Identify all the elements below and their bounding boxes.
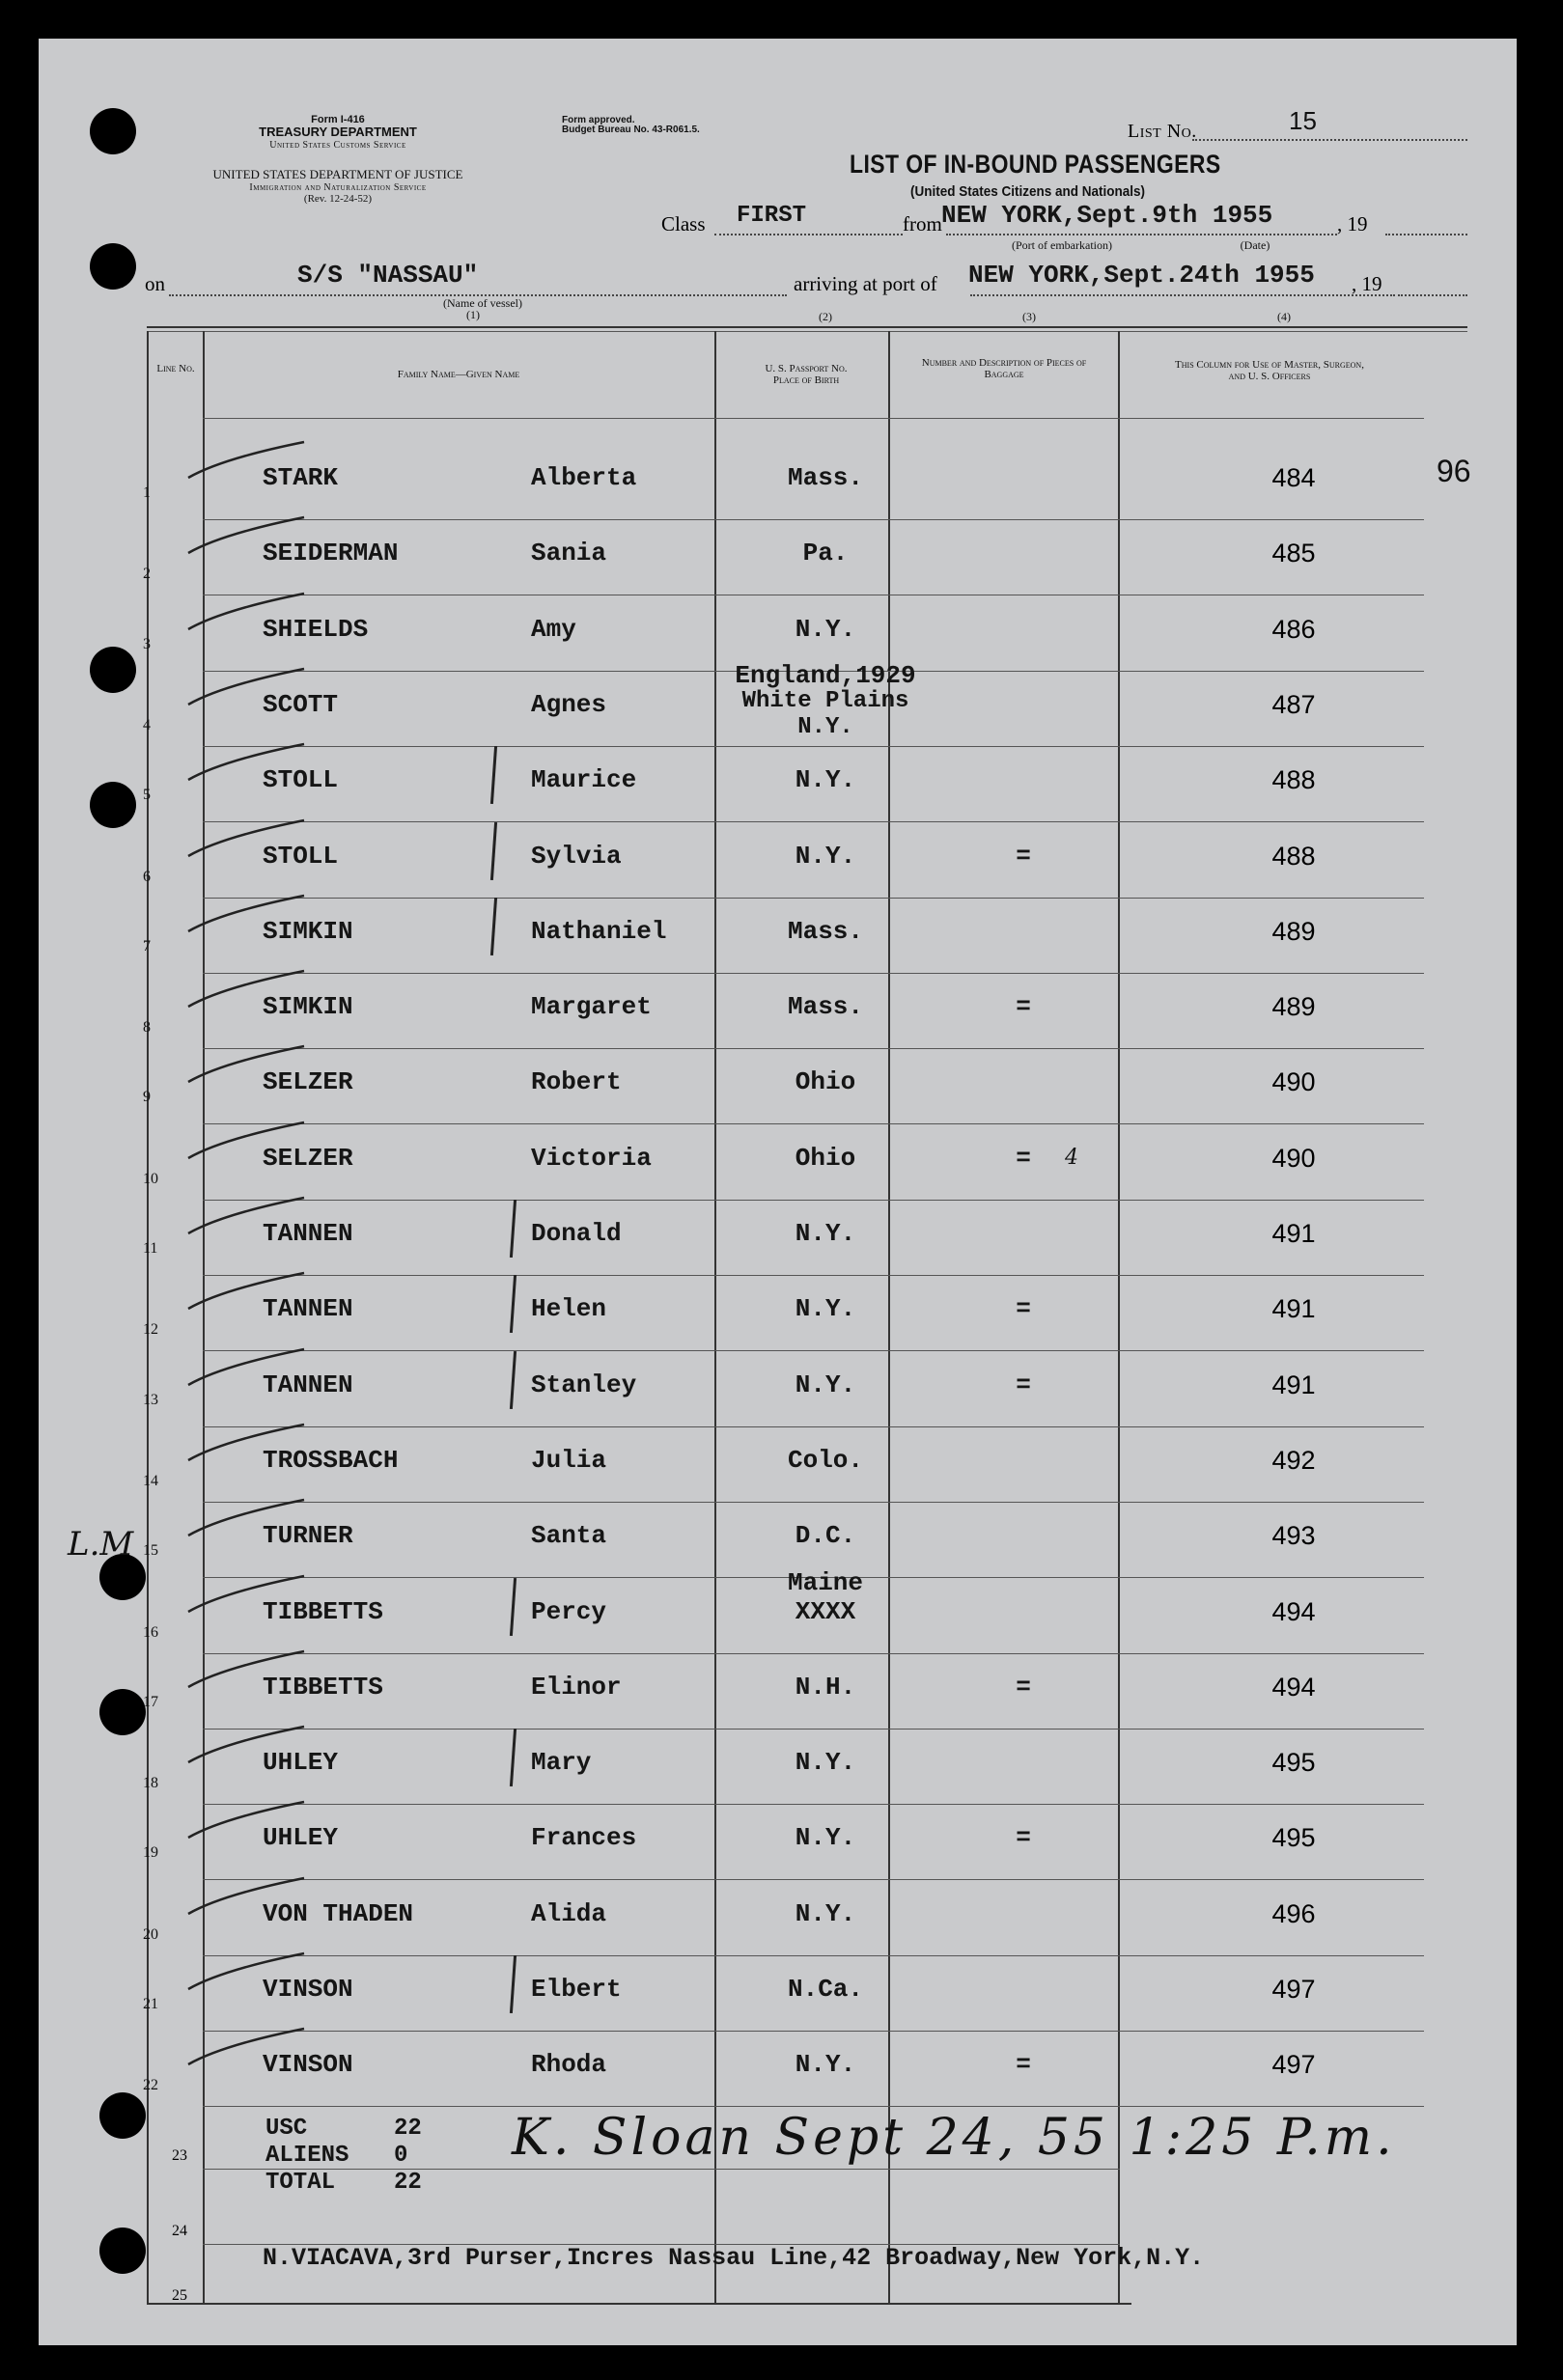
total-value: 22 (394, 2170, 422, 2196)
baggage: = (1016, 1143, 1031, 1173)
place-of-birth: N.Y. (795, 1823, 856, 1853)
punch-hole (90, 108, 136, 154)
family-name: TIBBETTS (263, 1672, 383, 1702)
place-of-birth: N.Y. (795, 1748, 856, 1778)
officer-number: 495 (1271, 1823, 1316, 1853)
line-number: 16 (143, 1623, 158, 1641)
officer-number: 487 (1271, 689, 1316, 719)
check-mark-icon (183, 1417, 309, 1465)
line-number: 10 (143, 1170, 158, 1187)
family-name: TANNEN (263, 1219, 353, 1248)
margin-initials: L.M (68, 1525, 134, 1564)
given-name: Elinor (531, 1672, 622, 1702)
given-name: Robert (531, 1067, 622, 1097)
line-number: 9 (143, 1089, 151, 1106)
check-mark-icon (183, 813, 309, 861)
officer-number: 491 (1271, 1294, 1316, 1324)
check-mark-icon (183, 736, 309, 785)
family-name: VINSON (263, 2050, 353, 2080)
family-name: SELZER (263, 1143, 353, 1173)
place-of-birth: N.Y. (795, 1370, 856, 1399)
vessel-caption: (Name of vessel) (443, 296, 522, 310)
officer-number: 494 (1271, 1672, 1316, 1702)
place-of-birth: XXXX (795, 1596, 856, 1626)
given-name: Helen (531, 1294, 607, 1324)
given-name: Frances (531, 1823, 637, 1853)
given-name: Nathaniel (531, 916, 667, 946)
place-of-birth: N.Ca. (787, 1975, 863, 2004)
line-number-25: 25 (172, 2287, 187, 2304)
justice-dept: UNITED STATES DEPARTMENT OF JUSTICE (212, 167, 463, 181)
place-of-birth: N.Y. (795, 1219, 856, 1248)
officer-number: 490 (1271, 1067, 1316, 1097)
given-name: Santa (531, 1521, 607, 1551)
usc-value: 22 (394, 2116, 422, 2142)
line-number: 19 (143, 1844, 158, 1862)
given-name: Victoria (531, 1143, 652, 1173)
line-number: 15 (143, 1542, 158, 1560)
check-mark-icon (183, 1115, 309, 1163)
aliens-label: ALIENS (265, 2143, 349, 2169)
treasury-dept: TREASURY DEPARTMENT (259, 125, 417, 139)
line-number-24: 24 (172, 2223, 187, 2239)
from-value: NEW YORK,Sept.9th 1955 (941, 201, 1273, 230)
check-mark-icon (183, 1038, 309, 1087)
baggage: = (1016, 1370, 1031, 1399)
officer-number: 488 (1271, 765, 1316, 795)
officer-number: 497 (1271, 2050, 1316, 2080)
family-name: TANNEN (263, 1370, 353, 1399)
inspector-signature: K. Sloan Sept 24, 55 1:25 P.m. (512, 2109, 1396, 2167)
list-no-label: List No. (1128, 121, 1197, 142)
given-name: Rhoda (531, 2050, 607, 2080)
line-number: 3 (143, 635, 151, 652)
officer-number: 485 (1271, 539, 1316, 568)
punch-hole (99, 2228, 146, 2274)
line-number: 21 (143, 1996, 158, 2012)
given-name: Elbert (531, 1975, 622, 2004)
place-of-birth-note: England,1929 (735, 660, 916, 690)
place-of-birth: N.Y. (795, 614, 856, 644)
family-name: TROSSBACH (263, 1445, 399, 1475)
total-label: TOTAL (265, 2170, 336, 2196)
check-mark-icon (183, 1794, 309, 1842)
family-name: SIMKIN (263, 992, 353, 1022)
family-name: STOLL (263, 765, 339, 795)
line-number: 6 (143, 868, 151, 885)
class-value: FIRST (737, 203, 807, 229)
on-label: on (145, 272, 165, 295)
officer-number: 490 (1271, 1143, 1316, 1173)
date-caption: (Date) (1240, 238, 1270, 252)
place-of-birth-note: Maine (787, 1567, 863, 1597)
family-name: SELZER (263, 1067, 353, 1097)
line-number: 2 (143, 566, 151, 583)
check-mark-icon (183, 434, 309, 483)
given-name: Stanley (531, 1370, 637, 1399)
customs-service: United States Customs Service (269, 140, 406, 151)
check-mark-icon (183, 510, 309, 558)
officer-number: 491 (1271, 1370, 1316, 1399)
given-name: Sania (531, 539, 607, 568)
officer-number: 497 (1271, 1975, 1316, 2004)
place-of-birth: N.Y. (795, 841, 856, 871)
given-name: Alberta (531, 463, 637, 492)
place-of-birth: Colo. (787, 1445, 863, 1475)
family-name: TURNER (263, 1521, 353, 1551)
check-mark-icon (183, 1644, 309, 1692)
place-of-birth: N.H. (795, 1672, 856, 1702)
given-name: Mary (531, 1748, 592, 1778)
col-head-passport: U. S. Passport No. Place of Birth (765, 363, 848, 386)
family-name: UHLEY (263, 1823, 339, 1853)
line-number: 7 (143, 937, 151, 955)
col-num-1: (1) (466, 308, 480, 321)
page-stamp-number: 96 (1437, 454, 1471, 488)
check-mark-icon (183, 1568, 309, 1617)
baggage: = (1016, 841, 1031, 871)
given-name: Julia (531, 1445, 607, 1475)
given-name: Donald (531, 1219, 622, 1248)
officer-number: 486 (1271, 614, 1316, 644)
aliens-value: 0 (394, 2143, 408, 2169)
family-name: STOLL (263, 841, 339, 871)
vessel-name: S/S "NASSAU" (297, 261, 479, 290)
officer-number: 488 (1271, 841, 1316, 871)
baggage: = (1016, 1672, 1031, 1702)
place-of-birth: N.Y. (795, 1898, 856, 1928)
arriving-label: arriving at port of (794, 272, 937, 295)
given-name: Alida (531, 1898, 607, 1928)
check-mark-icon (183, 1342, 309, 1390)
officer-number: 492 (1271, 1445, 1316, 1475)
check-mark-icon (183, 2021, 309, 2069)
officer-number: 493 (1271, 1521, 1316, 1551)
year-suffix-2: , 19 (1352, 272, 1382, 295)
officer-number: 495 (1271, 1748, 1316, 1778)
place-of-birth: N.Y. (795, 1294, 856, 1324)
place-of-birth: Mass. (787, 916, 863, 946)
check-mark-icon (183, 1265, 309, 1314)
form-number: Form I-416 (311, 114, 365, 125)
line-number: 22 (143, 2077, 158, 2094)
family-name: STARK (263, 463, 339, 492)
col-head-baggage: Number and Description of Pieces of Baggage (921, 357, 1087, 380)
officer-number: 489 (1271, 992, 1316, 1022)
col-head-name: Family Name—Given Name (397, 369, 520, 380)
line-number: 20 (143, 1925, 158, 1943)
passenger-list-document (39, 39, 1517, 2345)
officer-number: 494 (1271, 1596, 1316, 1626)
family-name: SEIDERMAN (263, 539, 399, 568)
given-name: Amy (531, 614, 576, 644)
line-number: 5 (143, 787, 151, 804)
check-mark-icon (183, 963, 309, 1011)
line-number: 17 (143, 1693, 158, 1710)
baggage: = (1016, 2050, 1031, 2080)
baggage-note: 4 (1065, 1145, 1078, 1170)
given-name: Agnes (531, 689, 607, 719)
place-of-birth: Pa. (802, 539, 849, 568)
place-of-birth: Mass. (787, 992, 863, 1022)
form-approved: Form approved. (562, 115, 635, 125)
place-of-birth: D.C. (795, 1521, 856, 1551)
line-number: 12 (143, 1321, 158, 1339)
from-label: from (903, 212, 942, 235)
family-name: UHLEY (263, 1748, 339, 1778)
baggage: = (1016, 992, 1031, 1022)
col-num-4: (4) (1277, 310, 1291, 323)
check-mark-icon (183, 1946, 309, 1994)
given-name: Sylvia (531, 841, 622, 871)
family-name: VON THADEN (263, 1898, 414, 1928)
place-of-birth: Mass. (787, 463, 863, 492)
family-name: SHIELDS (263, 614, 369, 644)
col-num-2: (2) (819, 310, 832, 323)
family-name: VINSON (263, 1975, 353, 2004)
line-number: 14 (143, 1472, 158, 1489)
col-num-3: (3) (1022, 310, 1036, 323)
given-name: Margaret (531, 992, 652, 1022)
officer-number: 496 (1271, 1898, 1316, 1928)
line-number: 8 (143, 1019, 151, 1037)
officer-number: 491 (1271, 1219, 1316, 1248)
check-mark-icon (183, 888, 309, 936)
form-title: LIST OF IN-BOUND PASSENGERS (850, 150, 1221, 179)
line-number-23: 23 (172, 2147, 187, 2164)
line-number: 1 (143, 484, 151, 501)
check-mark-icon (183, 586, 309, 634)
year-suffix: , 19 (1337, 212, 1368, 235)
ins-service: Immigration and Naturalization Service (249, 182, 427, 193)
list-no-value: 15 (1289, 106, 1317, 135)
line-number: 4 (143, 716, 151, 733)
place-of-birth: Ohio (795, 1067, 856, 1097)
check-mark-icon (183, 1870, 309, 1919)
officer-number: 484 (1271, 463, 1316, 492)
baggage: = (1016, 1294, 1031, 1324)
line-number: 13 (143, 1391, 158, 1408)
given-name: Percy (531, 1596, 607, 1626)
port-embark-caption: (Port of embarkation) (1012, 238, 1112, 252)
col-head-line: Line No. (156, 363, 195, 374)
class-label: Class (661, 212, 706, 235)
revision: (Rev. 12-24-52) (303, 193, 373, 205)
family-name: TIBBETTS (263, 1596, 383, 1626)
baggage: = (1016, 1823, 1031, 1853)
check-mark-icon (183, 1492, 309, 1540)
place-of-birth: White Plains N.Y. (741, 687, 909, 740)
arriving-value: NEW YORK,Sept.24th 1955 (968, 261, 1315, 290)
given-name: Maurice (531, 765, 637, 795)
line-number: 11 (143, 1240, 158, 1257)
check-mark-icon (183, 1190, 309, 1238)
usc-label: USC (265, 2116, 308, 2142)
place-of-birth: N.Y. (795, 765, 856, 795)
place-of-birth: N.Y. (795, 2050, 856, 2080)
place-of-birth: Ohio (795, 1143, 856, 1173)
col-head-officers: This Column for Use of Master, Surgeon, and U. S. Officers (1175, 359, 1364, 382)
officer-number: 489 (1271, 916, 1316, 946)
check-mark-icon (183, 1719, 309, 1767)
purser-footer: N.VIACAVA,3rd Purser,Incres Nassau Line,42 Broadway,New York,N.Y. (263, 2244, 1205, 2272)
family-name: SIMKIN (263, 916, 353, 946)
form-subtitle: (United States Citizens and Nationals) (910, 183, 1146, 200)
check-mark-icon (183, 661, 309, 709)
family-name: SCOTT (263, 689, 339, 719)
family-name: TANNEN (263, 1294, 353, 1324)
punch-hole (90, 243, 136, 290)
line-number: 18 (143, 1775, 158, 1792)
budget-bureau: Budget Bureau No. 43-R061.5. (562, 125, 700, 135)
